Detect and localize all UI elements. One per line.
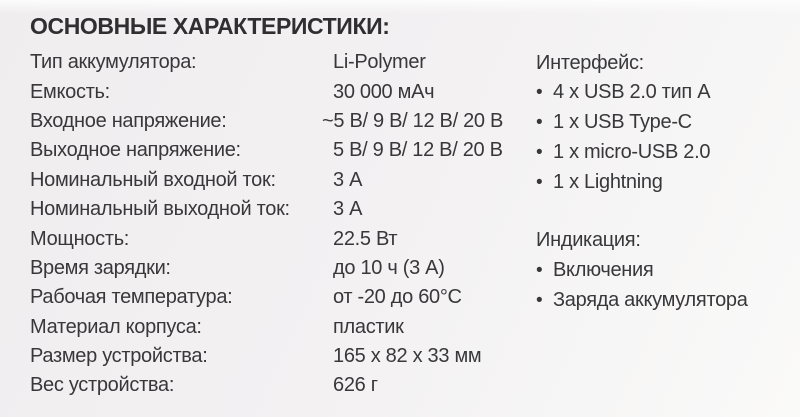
list-item-label: Включения bbox=[553, 259, 654, 282]
spec-label: Вес устройства: bbox=[30, 374, 175, 397]
spec-value: 5 В/ 9 В/ 12 В/ 20 В bbox=[333, 139, 503, 162]
spec-label: Входное напряжение: bbox=[30, 109, 227, 132]
spec-value: 30 000 мАч bbox=[333, 80, 435, 103]
spec-label: Рабочая температура: bbox=[30, 286, 233, 309]
spec-row-operating-temperature bbox=[30, 283, 536, 312]
bullet-icon: • bbox=[536, 260, 543, 282]
right-column bbox=[536, 48, 748, 401]
spec-row-device-weight bbox=[30, 371, 536, 400]
spec-row-rated-output-current bbox=[30, 195, 536, 224]
indication-list bbox=[536, 256, 748, 316]
spec-label: Мощность: bbox=[30, 227, 130, 250]
spec-label: Материал корпуса: bbox=[30, 315, 202, 338]
spec-value: 3 А bbox=[333, 198, 363, 221]
bullet-icon: • bbox=[536, 171, 543, 193]
indication-title: Индикация: bbox=[536, 229, 641, 252]
list-item-label: Заряда аккумулятора bbox=[553, 289, 748, 312]
spec-value: 626 г bbox=[333, 374, 378, 397]
spec-row-input-voltage bbox=[30, 107, 536, 136]
spec-label: Размер устройства: bbox=[30, 345, 208, 368]
list-item bbox=[536, 168, 748, 198]
spec-label: Тип аккумулятора: bbox=[30, 51, 197, 74]
indication-group bbox=[536, 226, 748, 315]
content-columns bbox=[30, 48, 800, 401]
spec-label: Выходное напряжение: bbox=[30, 139, 241, 162]
spec-value: 22.5 Вт bbox=[333, 227, 398, 250]
list-item-label: 1 x USB Type-C bbox=[553, 111, 692, 134]
spec-value: 3 А bbox=[333, 168, 363, 191]
spec-value: от -20 до 60°С bbox=[333, 286, 462, 309]
spec-value: пластик bbox=[333, 315, 404, 338]
bullet-icon: • bbox=[536, 82, 543, 104]
list-item-label: 1 x micro-USB 2.0 bbox=[553, 140, 711, 163]
spec-row-charge-time bbox=[30, 254, 536, 283]
spec-row-device-size bbox=[30, 342, 536, 371]
spec-label: Номинальный входной ток: bbox=[30, 168, 276, 191]
list-item-label: 1 x Lightning bbox=[553, 170, 663, 193]
spec-label: Номинальный выходной ток: bbox=[30, 198, 290, 221]
list-item bbox=[536, 256, 748, 286]
bullet-icon: • bbox=[536, 141, 543, 163]
bullet-icon: • bbox=[536, 290, 543, 312]
spec-value: ~5 В/ 9 В/ 12 В/ 20 В bbox=[322, 109, 504, 132]
spec-value: 165 x 82 x 33 мм bbox=[333, 345, 482, 368]
spec-row-body-material bbox=[30, 313, 536, 342]
spec-row-output-voltage bbox=[30, 136, 536, 165]
spec-label: Емкость: bbox=[30, 80, 110, 103]
spec-row-rated-input-current bbox=[30, 166, 536, 195]
interface-list bbox=[536, 78, 748, 197]
spec-value: до 10 ч (3 А) bbox=[333, 256, 445, 279]
list-item bbox=[536, 286, 748, 316]
bullet-icon: • bbox=[536, 112, 543, 134]
page-title: ОСНОВНЫЕ ХАРАКТЕРИСТИКИ: bbox=[30, 13, 390, 39]
interface-title: Интерфейс: bbox=[536, 51, 644, 74]
spec-row-capacity bbox=[30, 77, 536, 106]
spec-value: Li-Polymer bbox=[333, 51, 426, 74]
spec-table bbox=[30, 48, 536, 401]
list-item-label: 4 x USB 2.0 тип А bbox=[553, 81, 711, 104]
spec-row-power bbox=[30, 224, 536, 253]
interface-group bbox=[536, 49, 748, 198]
spec-row-battery-type bbox=[30, 48, 536, 77]
list-item bbox=[536, 138, 748, 168]
spec-label: Время зарядки: bbox=[30, 256, 171, 279]
list-item bbox=[536, 108, 748, 138]
list-item bbox=[536, 78, 748, 108]
